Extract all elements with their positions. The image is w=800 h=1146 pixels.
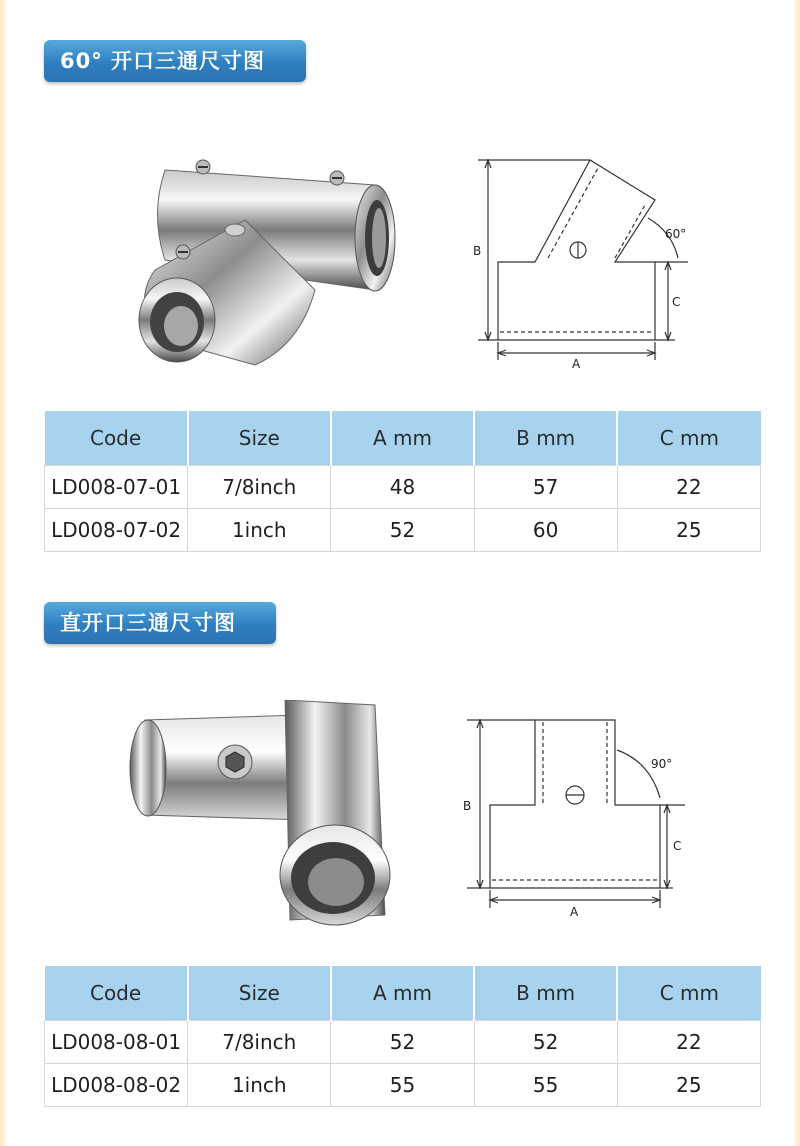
section2-dim-b-label: B [463, 799, 472, 813]
cell-b: 60 [474, 509, 617, 552]
cell-b: 57 [474, 466, 617, 509]
section1-dim-c-label: C [672, 295, 681, 309]
cell-a: 52 [331, 1021, 474, 1064]
cell-a: 48 [331, 466, 474, 509]
header-c: C mm [617, 966, 760, 1021]
header-a: A mm [331, 411, 474, 466]
section2-dim-a-label: A [570, 905, 579, 919]
section2-title-badge [44, 602, 276, 644]
section2-dim-c-label: C [673, 839, 682, 853]
section2-title: 直开口三通尺寸图 [60, 611, 236, 635]
table-row [45, 509, 761, 552]
cell-size: 7/8inch [188, 1021, 331, 1064]
section1-dim-a-label: A [572, 357, 581, 371]
header-b: B mm [474, 411, 617, 466]
table-row [45, 1064, 761, 1107]
section1-product-photo [125, 140, 415, 390]
cell-a: 55 [331, 1064, 474, 1107]
header-a: A mm [331, 966, 474, 1021]
table-header-row [45, 411, 761, 466]
page-edge-left [0, 0, 6, 1146]
table-header-row [45, 966, 761, 1021]
cell-code: LD008-08-01 [45, 1021, 188, 1064]
cell-c: 22 [617, 466, 760, 509]
section2-angle-label: 90° [651, 757, 673, 771]
section1-title-badge [44, 40, 306, 82]
header-code: Code [45, 411, 188, 466]
cell-c: 25 [617, 1064, 760, 1107]
cell-b: 52 [474, 1021, 617, 1064]
cell-code: LD008-07-02 [45, 509, 188, 552]
section1-dimension-drawing [460, 150, 700, 380]
section2-product-photo [120, 700, 405, 940]
cell-a: 52 [331, 509, 474, 552]
table-row [45, 1021, 761, 1064]
header-c: C mm [617, 411, 760, 466]
section1-angle-label: 60° [665, 227, 687, 241]
header-size: Size [188, 966, 331, 1021]
header-code: Code [45, 966, 188, 1021]
cell-b: 55 [474, 1064, 617, 1107]
cell-code: LD008-08-02 [45, 1064, 188, 1107]
section1-spec-table [44, 411, 761, 552]
page-edge-right [794, 0, 800, 1146]
cell-size: 1inch [188, 509, 331, 552]
table-row [45, 466, 761, 509]
section1-dim-b-label: B [473, 244, 482, 258]
cell-code: LD008-07-01 [45, 466, 188, 509]
section2-spec-table [44, 966, 761, 1107]
header-b: B mm [474, 966, 617, 1021]
cell-c: 22 [617, 1021, 760, 1064]
header-size: Size [188, 411, 331, 466]
section1-title: 60° 开口三通尺寸图 [60, 49, 266, 73]
cell-c: 25 [617, 509, 760, 552]
cell-size: 7/8inch [188, 466, 331, 509]
cell-size: 1inch [188, 1064, 331, 1107]
section2-dimension-drawing [455, 710, 695, 930]
